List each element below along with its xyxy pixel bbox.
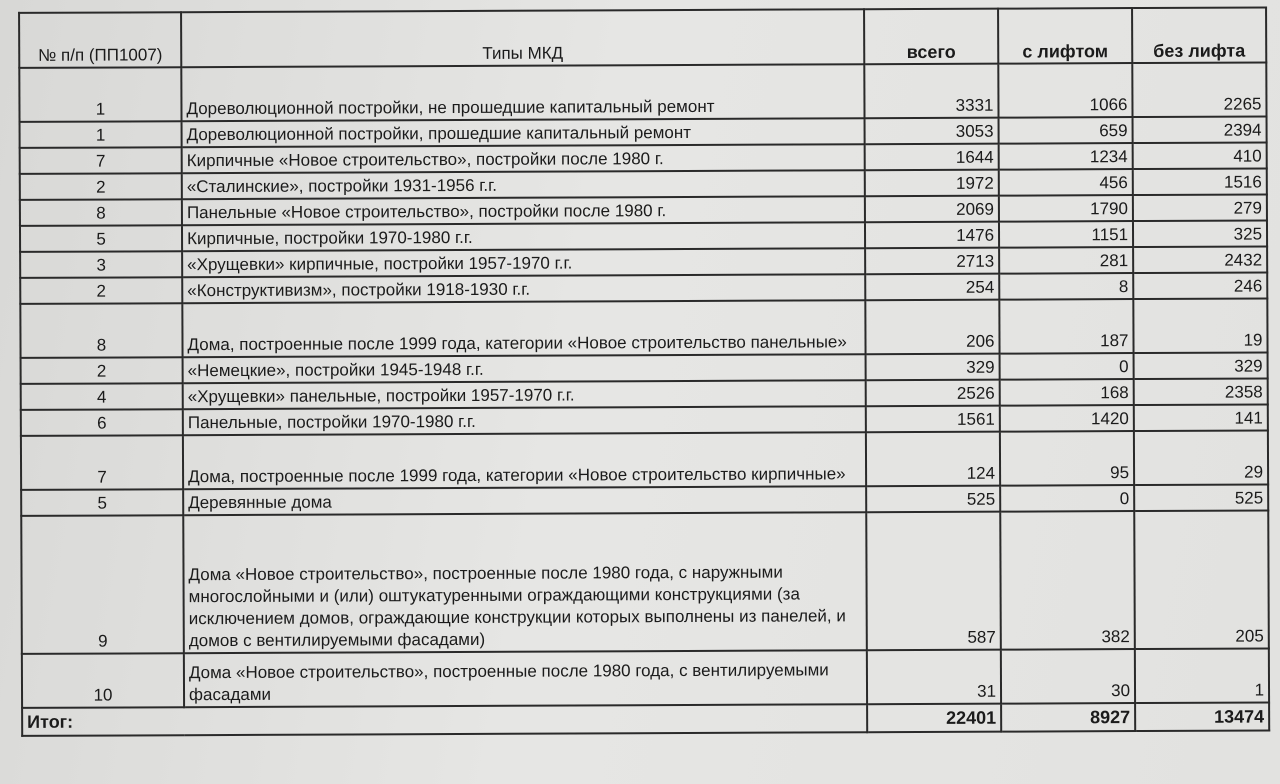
row-without-lift: 1 bbox=[1135, 648, 1269, 703]
row-total: 3053 bbox=[865, 118, 999, 145]
row-with-lift: 1066 bbox=[998, 63, 1132, 118]
row-type: Дома «Новое строительство», построенные после 1980 года, с вентилируемыми фасадами bbox=[184, 650, 867, 707]
header-with-lift: с лифтом bbox=[998, 8, 1132, 64]
row-total: 1476 bbox=[865, 222, 999, 249]
row-type: Панельные «Новое строительство», постройки после 1980 г. bbox=[182, 196, 865, 225]
row-without-lift: 525 bbox=[1134, 484, 1268, 511]
row-total: 1644 bbox=[865, 144, 999, 171]
row-number: 4 bbox=[21, 383, 183, 410]
row-type: Дома «Новое строительство», построенные после 1980 года, с наружными многослойными и (или) оштукатуренными ограждающими конструкциями (за исключением домов, ограждающие конструкции которых выполнены из панелей, и домов с вентилируемыми фасадами) bbox=[183, 512, 867, 653]
row-total: 206 bbox=[865, 300, 999, 355]
row-without-lift: 279 bbox=[1133, 194, 1267, 221]
header-without-lift: без лифта bbox=[1132, 7, 1266, 63]
row-without-lift: 29 bbox=[1134, 430, 1268, 485]
row-type: Дома, построенные после 1999 года, категории «Новое строительство панельные» bbox=[182, 300, 865, 357]
table-row bbox=[21, 510, 1269, 653]
row-without-lift: 141 bbox=[1134, 404, 1268, 431]
row-number: 2 bbox=[20, 277, 182, 304]
total-row bbox=[22, 702, 1269, 735]
row-without-lift: 246 bbox=[1133, 272, 1267, 299]
row-with-lift: 0 bbox=[1000, 485, 1134, 512]
row-number: 3 bbox=[20, 251, 182, 278]
header-row bbox=[19, 7, 1266, 67]
row-with-lift: 168 bbox=[1000, 379, 1134, 406]
row-number: 1 bbox=[20, 121, 182, 148]
row-total: 254 bbox=[865, 274, 999, 301]
row-total: 31 bbox=[867, 650, 1001, 705]
header-type: Типы МКД bbox=[181, 9, 864, 67]
row-with-lift: 0 bbox=[1000, 353, 1134, 380]
total-with-lift: 8927 bbox=[1001, 703, 1135, 732]
row-type: «Немецкие», постройки 1945-1948 г.г. bbox=[183, 354, 866, 383]
row-number: 10 bbox=[22, 653, 184, 708]
row-without-lift: 2394 bbox=[1133, 116, 1267, 143]
row-total: 2069 bbox=[865, 196, 999, 223]
row-total: 525 bbox=[866, 486, 1000, 513]
total-label: Итог: bbox=[22, 704, 867, 736]
row-with-lift: 382 bbox=[1000, 511, 1135, 650]
table-row bbox=[20, 298, 1267, 357]
header-number: № п/п (ПП1007) bbox=[19, 12, 181, 68]
row-type: Панельные, постройки 1970-1980 г.г. bbox=[183, 406, 866, 435]
table-body bbox=[19, 62, 1269, 707]
row-number: 2 bbox=[21, 357, 183, 384]
row-type: Кирпичные «Новое строительство», постройки после 1980 г. bbox=[182, 144, 865, 173]
row-total: 1972 bbox=[865, 170, 999, 197]
row-number: 5 bbox=[20, 225, 182, 252]
row-with-lift: 1790 bbox=[999, 195, 1133, 222]
row-total: 124 bbox=[866, 432, 1000, 487]
row-type: «Хрущевки» кирпичные, постройки 1957-1970 г.г. bbox=[182, 248, 865, 277]
row-total: 587 bbox=[866, 512, 1001, 651]
row-without-lift: 2432 bbox=[1133, 246, 1267, 273]
row-number: 9 bbox=[21, 515, 184, 654]
row-with-lift: 1151 bbox=[999, 221, 1133, 248]
row-with-lift: 659 bbox=[999, 117, 1133, 144]
row-without-lift: 205 bbox=[1134, 510, 1269, 649]
row-type: «Хрущевки» панельные, постройки 1957-1970 г.г. bbox=[183, 380, 866, 409]
row-with-lift: 187 bbox=[999, 299, 1133, 354]
row-type: Дореволюционной постройки, не прошедшие капитальный ремонт bbox=[181, 64, 864, 121]
header-total: всего bbox=[864, 9, 998, 65]
row-type: Деревянные дома bbox=[183, 486, 866, 515]
row-without-lift: 325 bbox=[1133, 220, 1267, 247]
row-with-lift: 1420 bbox=[1000, 405, 1134, 432]
row-type: «Конструктивизм», постройки 1918-1930 г.г. bbox=[182, 274, 865, 303]
row-total: 2713 bbox=[865, 248, 999, 275]
row-without-lift: 329 bbox=[1134, 352, 1268, 379]
row-number: 5 bbox=[21, 489, 183, 516]
row-without-lift: 2358 bbox=[1134, 378, 1268, 405]
row-number: 2 bbox=[20, 173, 182, 200]
row-type: «Сталинские», постройки 1931-1956 г.г. bbox=[182, 170, 865, 199]
table-row bbox=[21, 430, 1268, 489]
row-without-lift: 19 bbox=[1133, 298, 1267, 353]
row-type: Дома, построенные после 1999 года, категории «Новое строительство кирпичные» bbox=[183, 432, 866, 489]
housing-types-table bbox=[18, 6, 1270, 736]
row-with-lift: 30 bbox=[1001, 649, 1135, 704]
row-with-lift: 8 bbox=[999, 273, 1133, 300]
row-without-lift: 410 bbox=[1133, 142, 1267, 169]
row-total: 2526 bbox=[866, 380, 1000, 407]
row-number: 8 bbox=[20, 199, 182, 226]
row-number: 8 bbox=[20, 303, 182, 358]
row-number: 1 bbox=[19, 67, 181, 122]
row-with-lift: 456 bbox=[999, 169, 1133, 196]
row-type: Дореволюционной постройки, прошедшие капитальный ремонт bbox=[182, 118, 865, 147]
row-total: 329 bbox=[866, 354, 1000, 381]
row-total: 3331 bbox=[864, 64, 998, 119]
total-without-lift: 13474 bbox=[1135, 702, 1269, 731]
row-type: Кирпичные, постройки 1970-1980 г.г. bbox=[182, 222, 865, 251]
row-with-lift: 95 bbox=[1000, 431, 1134, 486]
row-with-lift: 281 bbox=[999, 247, 1133, 274]
row-without-lift: 1516 bbox=[1133, 168, 1267, 195]
total-all: 22401 bbox=[867, 704, 1001, 733]
row-total: 1561 bbox=[866, 406, 1000, 433]
row-number: 7 bbox=[21, 435, 183, 490]
row-number: 7 bbox=[20, 147, 182, 174]
table-row bbox=[22, 648, 1269, 707]
row-without-lift: 2265 bbox=[1132, 62, 1266, 117]
table-row bbox=[19, 62, 1266, 121]
row-with-lift: 1234 bbox=[999, 143, 1133, 170]
row-number: 6 bbox=[21, 409, 183, 436]
